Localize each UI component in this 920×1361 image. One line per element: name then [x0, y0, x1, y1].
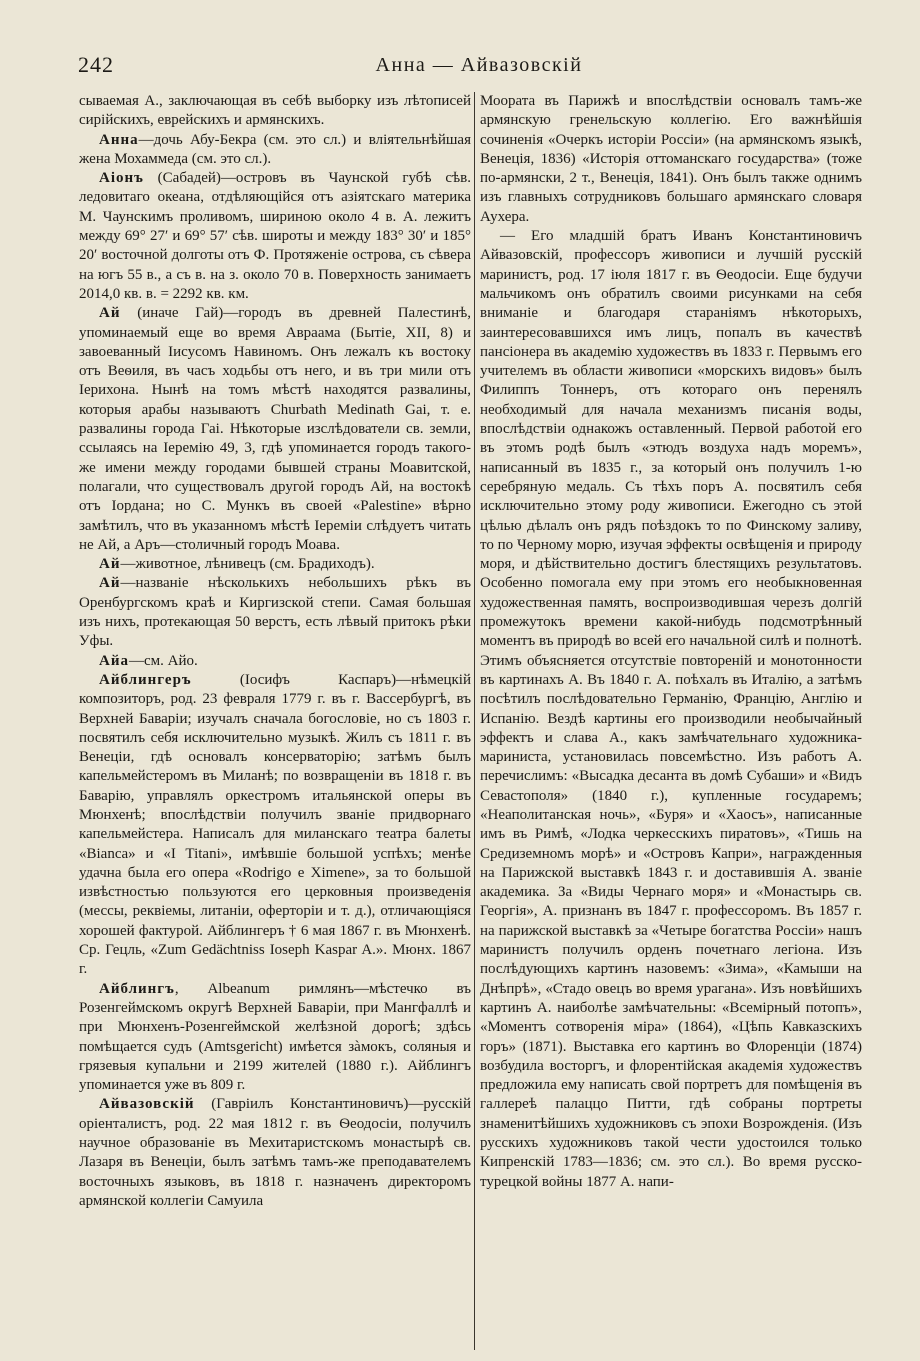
entry-aia [79, 652, 471, 671]
entry-ai-river [79, 574, 471, 651]
entry-text: , Albeanum римлянъ—мѣстечко въ Розенгеймскомъ округѣ Верхней Баваріи, при Мангфаллѣ и при Мюнхенъ-Розенгеймской желѣзной дорогѣ; здѣсь помѣщается судъ (Amtsgericht) имѣется зàмокъ, соляныя и грязевыя купальни и 2199 жителей (1880 г.). Айблингъ упоминается уже въ 809 г. [79, 980, 471, 1094]
entry-text: —названіе нѣсколькихъ небольшихъ рѣкъ въ Оренбургскомъ краѣ и Киргизской степи. Самая большая изъ нихъ, протекающая 50 верстъ, есть лѣвый притокъ рѣки Уфы. [79, 575, 471, 650]
running-head: Анна — Айвазовскій [375, 54, 583, 76]
entry-text: —дочь Абу-Бекра (см. это сл.) и влiятельнѣйшая жена Мохаммеда (см. это сл.). [79, 131, 471, 167]
page-header [78, 52, 880, 82]
entry-text: (иначе Гай)—городъ въ древней Палестинѣ, упоминаемый еще во время Авраама (Бытіе, XII, 8) и завоеванный Іисусомъ Навиномъ. Онъ лежалъ къ востоку отъ Веѳиля, въ часъ ходьбы отъ него, и въ три мили отъ Іерихона. Нынѣ на томъ мѣстѣ находятся развалины, которыя арабы называютъ Churbath Medinath Gai, т. е. развалины города Гаі. Нѣкоторые изслѣдователи св. земли, ссылаясь на Іеремію 49, 3, гдѣ упоминается городъ такого-же имени между городами бывшей страны Моавитской, полагали, что существовалъ другой городъ Ай, на востокѣ отъ Іордана; но С. Мункъ въ своей «Palestine» вѣрно замѣтилъ, что въ указанномъ мѣстѣ Іереміи слѣдуетъ читать не Ай, а Аръ—столичный городъ Моава. [79, 305, 471, 553]
entry-ai-animal [79, 555, 471, 574]
entry-ai-city [79, 304, 471, 555]
entry-aion [79, 169, 471, 304]
entry-text: (Гавріилъ Константиновичъ)—русскій оріенталистъ, род. 22 мая 1812 г. въ Ѳеодосіи, получилъ научное образованіе въ Мехитаристскомъ монастырѣ св. Лазаря въ Венеціи, былъ затѣмъ тамъ-же преподавателемъ восточныхъ языковъ, въ 1818 г. назначенъ директоромъ армянской коллегіи Самуила [79, 1096, 471, 1209]
entry-continuation: сываемая А., заключающая въ себѣ выборку изъ лѣтописей сирійскихъ, еврейскихъ и армянскихъ. [79, 93, 471, 129]
entry-text: (Іосифъ Каспаръ)—нѣмецкій композиторъ, род. 23 февраля 1779 г. въ г. Вассербургѣ, въ Верхней Баваріи; изучалъ сначала богословіе, но съ 1803 г. посвятилъ себя исключительно музыкѣ. Жилъ съ 1811 г. въ Венеціи, гдѣ основалъ консерваторію; затѣмъ былъ капельмейстеромъ въ Миланѣ; по возвращеніи въ 1818 г. въ Баварію, управлялъ оркестромъ итальянской оперы въ Мюнхенѣ; впослѣдствіи получилъ званіе придворнаго капельмейстера. Написалъ для миланскаго театра балеты «Bianca» и «I Titani», имѣвшіе большой успѣхъ; менѣе удачна была его опера «Rodrigo e Ximene», за то большой извѣстностью пользуются его церковныя произведенія (мессы, реквіемы, литаніи, оферторіи и т. д.), отличающіяся хорошей фактурой. Айблингеръ † 6 мая 1867 г. въ Мюнхенѣ. Ср. Гецль, «Zum Gedächtniss Ioseph Kaspar A.». Мюнх. 1867 г. [79, 671, 471, 978]
entry-headword: Аіонъ [99, 170, 144, 187]
page-number: 242 [78, 52, 114, 77]
entry-text: —животное, лѣнивецъ (см. Брадиходъ). [120, 556, 375, 573]
right-column [480, 92, 862, 1352]
entry-text: (Сабадей)—островъ въ Чаунской губѣ сѣв. ледовитаго океана, отдѣляющійся отъ азіятскаго материка М. Чаунскимъ проливомъ, шириною около 4 в. А. лежитъ между 69° 27′ и 69° 57′ сѣв. широты и между 183° 30′ и 185° 20′ восточной долготы отъ Ф. Протяженіе острова, съ сѣвера на югъ 55 в., а съ в. на з. около 70 в. Поверхность занимаетъ 2014,0 кв. в. = 2292 кв. км. [79, 170, 471, 302]
entry-headword: Ай [99, 575, 121, 592]
entry-continuation: Моората въ Парижѣ и впослѣдствіи основалъ тамъ-же армянскую гренельскую коллегію. Его важнѣйшія сочиненія «Очеркъ исторіи Россіи» (на армянскомъ языкѣ, Венеція, 1836) «Исторія оттоманскаго государства» (тоже по-армянски, 2 т., Венеція, 1841). Онъ былъ также однимъ изъ главныхъ сотрудниковъ большаго армянскаго словаря Аухера. [480, 93, 862, 225]
entry-aiblinger [79, 671, 471, 980]
left-column [79, 92, 471, 1352]
entry-aibling [79, 980, 471, 1096]
entry-headword: Айвазовскій [99, 1096, 195, 1113]
entry-anna [79, 131, 471, 170]
entry-text: —см. Айо. [128, 652, 198, 669]
entry-headword: Айа [99, 652, 129, 669]
entry-headword: Ай [99, 305, 121, 322]
entry-headword: Ай [99, 556, 121, 573]
column-divider [474, 92, 475, 1350]
entry-headword: Айблингъ [99, 980, 175, 997]
entry-aivazovsky-gabriel [79, 1095, 471, 1211]
entry-aivazovsky-ivan: — Его младшій братъ Иванъ Константиновичъ Айвазовскій, профессоръ живописи и лучшій русскій маринистъ, род. 17 іюля 1817 г. въ Ѳеодосіи. Еще будучи мальчикомъ онъ обратилъ своими рисунками на себя вниманіе и благодаря стараніямъ нѣкоторыхъ, заинтересовавшихся имъ лицъ, попалъ въ качествѣ пансіонера въ академію художествъ въ 1833 г. Первымъ его учителемъ въ области живописи «морскихъ видовъ» былъ Филиппъ Тоннеръ, отъ котораго онъ перенялъ необходимый для начала механизмъ писанія воды, впослѣдствіи однакожъ оставленный. Первой работой его въ этомъ родѣ былъ «этюдъ воздуха надъ моремъ», написанный въ 1835 г., за который онъ получилъ 1-ю серебряную медаль. Съ тѣхъ поръ А. посвятилъ себя исключительно этому роду живописи. Ежегодно съ этой цѣлью дѣлалъ онъ рядъ поѣздокъ то по Финскому заливу, то по Черному морю, изучая эффекты освѣщенія и природу моря, и дѣйствительно достигъ блестящихъ результатовъ. Особенно помогала ему при этомъ его необыкновенная художественная память, воспроизводившая черезъ долгій промежутокъ времени какой-нибудь подсмотрѣнный моментъ въ природѣ во всей его начальной силѣ и полнотѣ. Этимъ объясняется отсутствіе повтореній и монотонности въ картинахъ А. Въ 1840 г. А. поѣхалъ въ Италію, а затѣмъ посѣтилъ послѣдовательно Германію, Францію, Англію и Испанію. Вездѣ картины его производили необычайный эффектъ и слава А., какъ замѣчательнаго художника-мариниста, установилась повсемѣстно. Изъ работъ А. перечислимъ: «Высадка десанта въ домѣ Субаши» и «Видъ Севастополя» (1840 г.), купленные государемъ; «Неаполитанская ночь», «Буря» и «Хаосъ», написанные имъ въ Римѣ, «Лодка черкесскихъ пиратовъ», «Тишь на Средиземномъ морѣ» и «Островъ Капри», награжденныя на Парижской выставкѣ 1843 г. и доставившія А. званіе академика. За «Виды Чернаго моря» и «Монастырь св. Георгія», А. признанъ въ 1847 г. профессоромъ. Въ 1857 г. на парижской выставкѣ за «Четыре богатства Россіи» нашъ маринистъ получилъ орденъ почетнаго легіона. Изъ послѣдующихъ картинъ назовемъ: «Зима», «Камыши на Днѣпрѣ», «Стадо овецъ во время урагана». Изъ новѣйшихъ картинъ А. наиболѣе замѣчательны: «Всемірный потопъ», «Моментъ сотворенія міра» (1864), «Цѣпь Кавказскихъ горъ» (1871). Выставка его картинъ во Флоренціи (1874) возбудила восторгъ, и флорентійская академія художествъ предложила ему написать свой портретъ для помѣщенія въ галлереѣ палаццо Питти, гдѣ собраны портреты знаменитѣйшихъ художниковъ съ эпохи Возрожденія. (Изъ русскихъ художниковъ такой чести удостоился только Кипренскій 1783—1836; см. это сл.). Во время русско-турецкой войны 1877 А. напи- [480, 228, 862, 1190]
entry-headword: Анна [99, 131, 139, 148]
entry-headword: Айблингеръ [99, 671, 192, 688]
